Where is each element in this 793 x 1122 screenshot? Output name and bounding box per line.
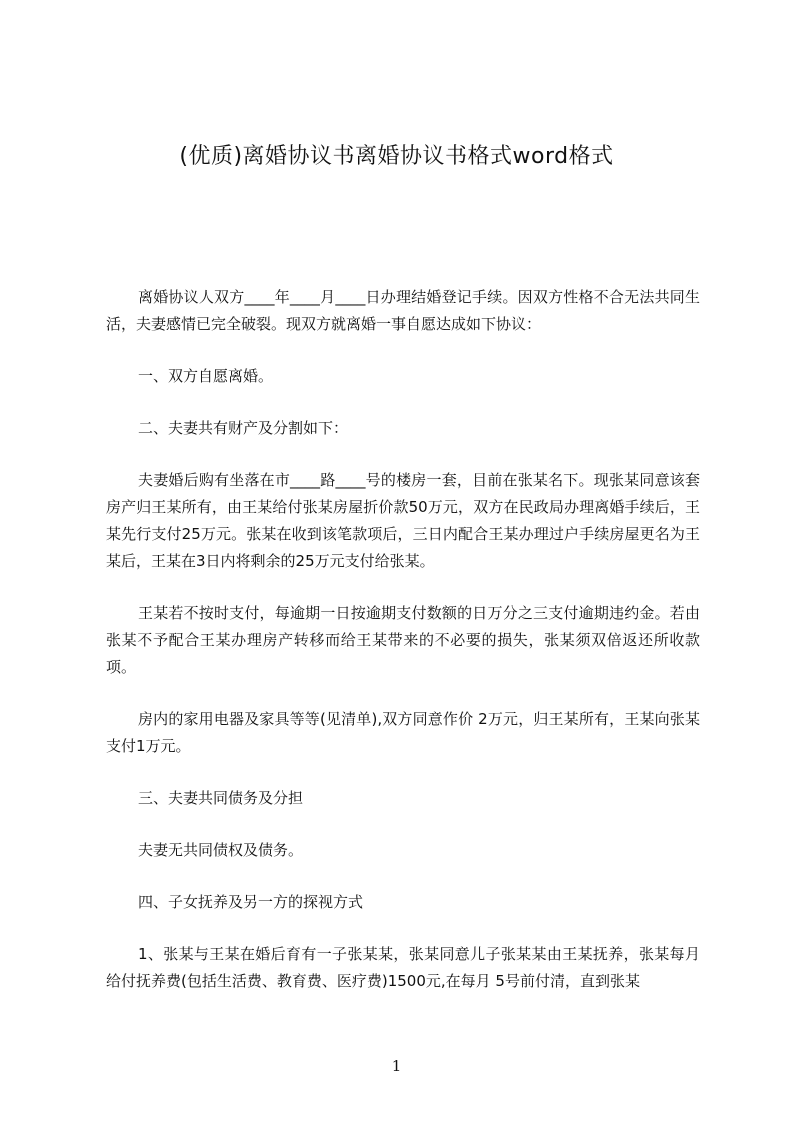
paragraph-debts: 夫妻无共同债权及债务。 (138, 841, 304, 859)
section-heading-1: 一、双方自愿离婚。 (138, 367, 274, 385)
section-heading-4: 四、子女抚养及另一方的探视方式 (138, 893, 364, 911)
paragraph-penalty: 王某若不按时支付，每逾期一日按逾期支付数额的日万分之三支付逾期违约金。若由张某不予配合王某办理房产转移而给王某带来的不必要的损失，张某须双倍返还所收款项。 (106, 604, 700, 676)
section-heading-2: 二、夫妻共有财产及分割如下： (138, 419, 349, 437)
page-number: 1 (391, 1057, 402, 1075)
paragraph-furniture: 房内的家用电器及家具等等(见清单),双方同意作价 2万元，归王某所有，王某向张某支付1万元。 (106, 710, 700, 755)
section-heading-3: 三、夫妻共同债务及分担 (138, 789, 304, 807)
document-title: (优质)离婚协议书离婚协议书格式word格式 (179, 144, 614, 169)
document-body (106, 284, 700, 995)
paragraph-intro: 离婚协议人双方____年____月____日办理结婚登记手续。因双方性格不合无法共同生活，夫妻感情已完全破裂。现双方就离婚一事自愿达成如下协议： (106, 288, 700, 333)
paragraph-child-support: 1、张某与王某在婚后育有一子张某某，张某同意儿子张某某由王某抚养，张某每月给付抚养费(包括生活费、教育费、医疗费)1500元,在每月 5号前付清，直到张某 (106, 945, 700, 990)
paragraph-property-house: 夫妻婚后购有坐落在市____路____号的楼房一套，目前在张某名下。现张某同意该套房产归王某所有，由王某给付张某房屋折价款50万元，双方在民政局办理离婚手续后，王某先行支付25万元。张某在收到该笔款项后，三日内配合王某办理过户手续房屋更名为王某后，王某在3日内将剩余的25万元支付给张某。 (106, 471, 700, 570)
